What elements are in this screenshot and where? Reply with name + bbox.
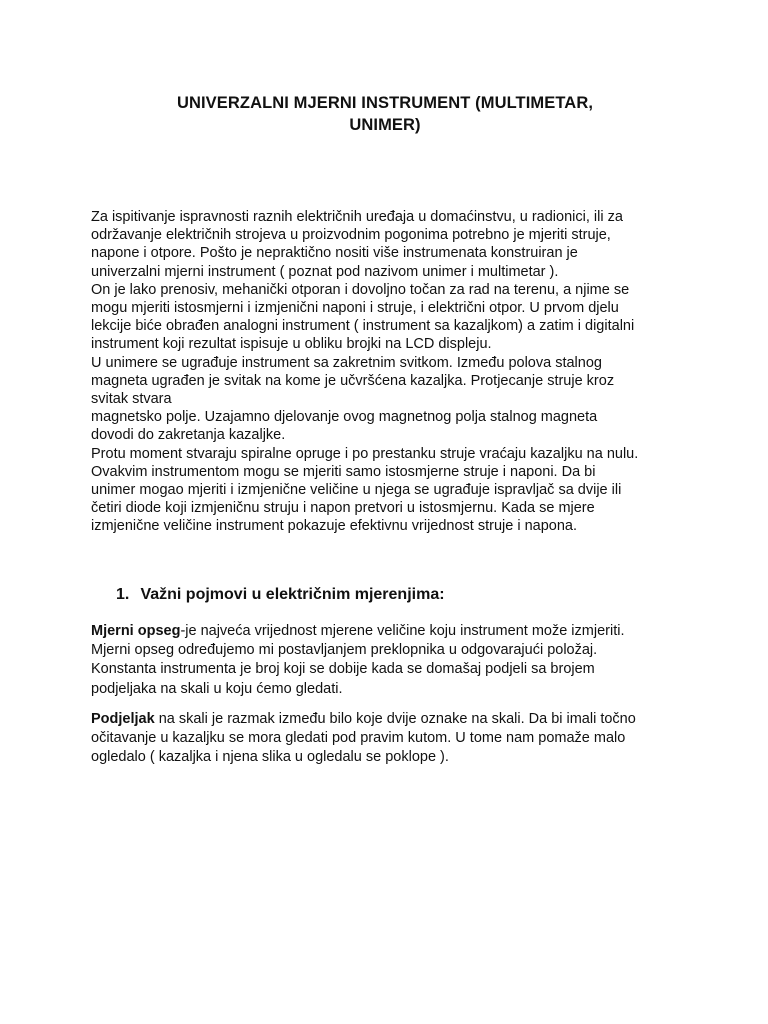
intro-line: unimer mogao mjeriti i izmjenične veličine u njega se ugrađuje ispravljač sa dvije ili xyxy=(91,482,622,499)
definition-line: podjeljaka na skali u koju ćemo gledati. xyxy=(91,680,343,697)
intro-line: izmjenične veličine instrument pokazuje efektivnu vrijednost struje i napona. xyxy=(91,518,578,535)
intro-line: magneta ugrađen je svitak na kome je učvršćena kazaljka. Protjecanje struje kroz xyxy=(91,372,615,389)
intro-line: održavanje električnih strojeva u proizvodnim pogonima potrebno je mjeriti struje, xyxy=(91,227,611,244)
intro-line: On je lako prenosiv, mehanički otporan i dovoljno točan za rad na terenu, a njime se xyxy=(91,281,630,298)
intro-line: univerzalni mjerni instrument ( poznat pod nazivom unimer i multimetar ). xyxy=(91,263,559,280)
definition-first-line xyxy=(91,710,691,729)
intro-line: četiri diode koji izmjeničnu struju i napon pretvori u istosmjernu. Kada se mjere xyxy=(91,500,595,517)
title-line-2: UNIMER) xyxy=(349,116,421,134)
intro-line: Ovakvim instrumentom mogu se mjeriti samo istosmjerne struje i naponi. Da bi xyxy=(91,463,596,480)
definition-text: na skali je razmak između bilo koje dvije oznake na skali. Da bi imali točno xyxy=(154,711,636,727)
definition-text: -je najveća vrijednost mjerene veličine koju instrument može izmjeriti. xyxy=(180,623,625,639)
section-heading xyxy=(116,585,445,605)
definition-podjeljak xyxy=(91,710,691,768)
definition-line: očitavanje u kazaljku se mora gledati pod pravim kutom. U tome nam pomaže malo xyxy=(91,730,626,747)
definition-mjerni-opseg xyxy=(91,622,691,699)
intro-line: U unimere se ugrađuje instrument sa zakretnim svitkom. Između polova stalnog xyxy=(91,354,602,371)
intro-line: napone i otpore. Pošto je nepraktično nositi više instrumenata konstruiran je xyxy=(91,245,578,262)
definition-first-line xyxy=(91,622,691,641)
intro-line: svitak stvara xyxy=(91,391,172,408)
definition-line: Mjerni opseg određujemo mi postavljanjem preklopnika u odgovarajući položaj. xyxy=(91,642,598,659)
intro-line: instrument koji rezultat ispisuje u obliku brojki na LCD displeju. xyxy=(91,336,492,353)
title-line-1: UNIVERZALNI MJERNI INSTRUMENT (MULTIMETAR, xyxy=(176,94,594,112)
definition-term: Podjeljak xyxy=(91,711,155,727)
definition-term: Mjerni opseg xyxy=(91,623,181,639)
document-title xyxy=(90,92,680,136)
intro-line: dovodi do zakretanja kazaljke. xyxy=(91,427,286,444)
definition-line: ogledalo ( kazaljka i njena slika u ogledalu se poklope ). xyxy=(91,749,449,766)
intro-paragraph xyxy=(91,208,691,536)
section-number: 1. xyxy=(116,586,130,603)
intro-line: Protu moment stvaraju spiralne opruge i po prestanku struje vraćaju kazaljku na nulu. xyxy=(91,445,639,462)
intro-line: mogu mjeriti istosmjerni i izmjenični naponi i struje, i električni otpor. U prvom djelu xyxy=(91,300,619,317)
section-heading-text: Važni pojmovi u električnim mjerenjima: xyxy=(140,586,445,603)
intro-line: lekcije biće obrađen analogni instrument ( instrument sa kazaljkom) a zatim i digitalni xyxy=(91,318,635,335)
definition-line: Konstanta instrumenta je broj koji se dobije kada se domašaj podjeli sa brojem xyxy=(91,661,595,678)
intro-line: Za ispitivanje ispravnosti raznih električnih uređaja u domaćinstvu, u radionici, ili za xyxy=(91,209,623,225)
intro-line: magnetsko polje. Uzajamno djelovanje ovog magnetnog polja stalnog magneta xyxy=(91,409,598,426)
